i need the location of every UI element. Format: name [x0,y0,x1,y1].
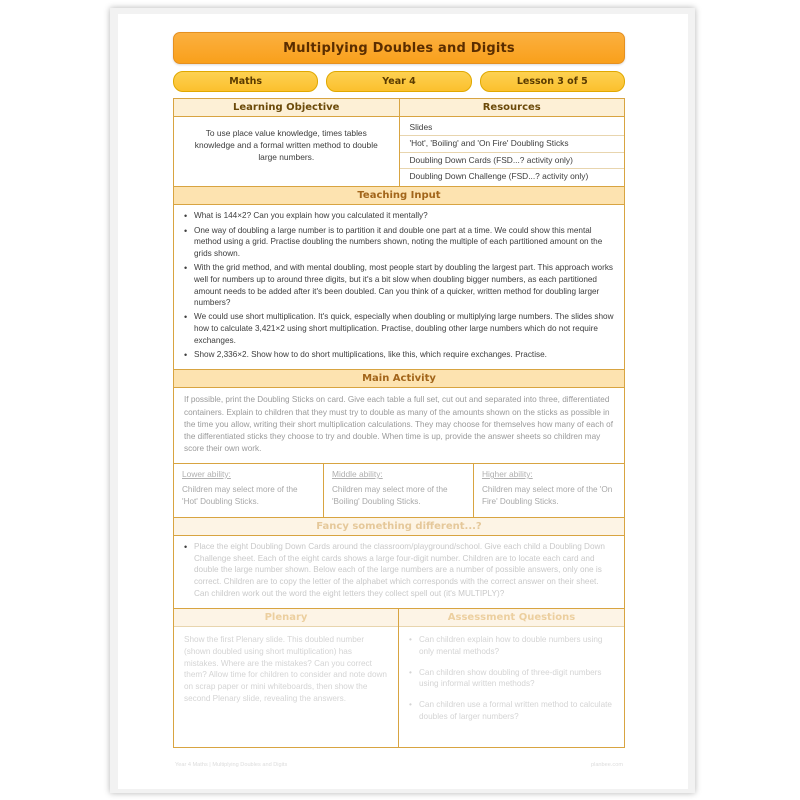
main-activity-text: If possible, print the Doubling Sticks on card. Give each table a full set, cut out and separated into three, differentiated containers. Explain to children that they must try to double as many of the amounts shown on the sticks as possible in the time you allow, writing their short multiplication calculations. They may choose for themselves how many of each of the differentiated sticks they choose to try and double. When time is up, provide the answer sheets so children may score their own work. [184,395,613,453]
learning-objective-column [174,99,400,186]
resources-list [400,117,625,186]
list-item: 'Hot', 'Boiling' and 'On Fire' Doubling Sticks [400,136,625,152]
resources-column [400,99,625,186]
list-item-text: With the grid method, and with mental doubling, most people start by doubling the largest part. This approach works well for numbers up to around three digits, but it's a bit slow when doubling bigger numbers, as each partitioned amount needs to be added after it's been doubled. Can you think of a quicker, written method for doubling larger numbers? [194,263,614,308]
page-title: Multiplying Doubles and Digits [283,40,515,56]
list-item-text: Show 2,336×2. Show how to do short multiplications, like this, which require exchanges. Practise. [194,349,547,359]
subject-pill: Maths [173,71,318,92]
list-item [184,349,614,361]
teaching-input-list [174,205,624,369]
ability-column-lower [174,464,324,517]
plenary-header: Plenary [174,609,398,627]
list-item [184,262,614,309]
bullet-icon: • [184,263,188,274]
assessment-questions-header: Assessment Questions [399,609,624,627]
lesson-plan-table [173,98,625,748]
assessment-questions-body [399,627,624,747]
list-item: Doubling Down Cards (FSD...? activity only) [400,153,625,169]
footer-right-text: planbee.com [590,761,623,768]
ability-differentiation-row [174,463,624,517]
list-item-text: Can children explain how to double numbers using only mental methods? [419,634,603,656]
bullet-icon: • [409,700,412,710]
bullet-icon: • [184,542,188,553]
document-footer [175,762,623,768]
ability-label: Middle ability: [331,469,383,480]
list-item [184,311,614,346]
ability-text: Children may select more of the 'On Fire' Doubling Sticks. [481,485,613,506]
list-item-text: Place the eight Doubling Down Cards around the classroom/playground/school. Give each child a Doubling Down Challenge sheet. Each of the eight cards shows a large four-digit number. Children are to locate each card and double the large number shown. Below each of the large numbers are a number of possible answers, only one is correct. Children are to copy the letter of the alphabet which corresponds with the correct answer on their sheet. Can children work out the word the eight letters they collect spell out (it's MULTIPLY)? [194,542,605,598]
list-item-text: What is 144×2? Can you explain how you calculated it mentally? [194,211,428,221]
lesson-pill: Lesson 3 of 5 [480,71,625,92]
ability-label: Higher ability: [481,469,533,480]
teaching-input-header: Teaching Input [174,186,624,205]
list-item [409,667,614,691]
list-item-text: Can children show doubling of three-digit numbers using informal written methods? [419,667,602,689]
ability-label: Lower ability: [182,469,231,480]
footer-left-text: Year 4 Maths | Multiplying Doubles and Digits [175,761,288,768]
list-item [409,699,614,723]
plenary-assessment-row [174,608,624,747]
bullet-icon: • [409,634,412,644]
ability-text: Children may select more of the 'Hot' Doubling Sticks. [182,485,298,506]
bullet-icon: • [409,667,412,677]
list-item [184,210,614,222]
assessment-questions-column [399,609,624,747]
fancy-something-different-list [174,536,624,608]
year-pill: Year 4 [326,71,471,92]
resources-header: Resources [400,99,625,117]
objective-resources-row [174,99,624,186]
plenary-column [174,609,399,747]
document-title-banner [173,32,625,64]
bullet-icon: • [184,312,188,323]
fancy-something-different-header: Fancy something different...? [174,517,624,536]
list-item [184,541,614,599]
plenary-text: Show the first Plenary slide. This doubled number (shown doubled using short multiplication) has mistakes. Where are the mistakes? Can you correct them? Allow time for children to consider and note down on scrap paper or mini whiteboards, then show the second Plenary slide, revealing the answers. [184,634,387,704]
list-item [184,225,614,260]
ability-column-middle [324,464,474,517]
meta-pill-row [173,71,625,92]
list-item-text: Can children use a formal written method to calculate doubles of larger numbers? [419,700,612,722]
bullet-icon: • [184,211,188,222]
list-item-text: One way of doubling a large number is to partition it and double one part at a time. We could show this mental method using a grid. Practise doubling the numbers shown, noting the multiple of each partitioned amount on the grids shown. [194,225,603,259]
bullet-icon: • [184,225,188,236]
bullet-icon: • [184,349,188,360]
lesson-plan-document [168,24,630,768]
learning-objective-header: Learning Objective [174,99,399,117]
list-item [409,634,614,658]
list-item-text: We could use short multiplication. It's quick, especially when doubling or multiplying large numbers. The slides show how to calculate 3,421×2 using short multiplication. Practise, doubling other large numbers which do not require exchanges. [194,312,614,345]
learning-objective-text: To use place value knowledge, times tables knowledge and a formal written method to double large numbers. [194,128,378,163]
ability-column-higher [474,464,624,517]
list-item: Doubling Down Challenge (FSD...? activity only) [409,171,589,182]
list-item: Slides [400,120,625,136]
ability-text: Children may select more of the 'Boiling' Doubling Sticks. [331,485,448,506]
main-activity-header: Main Activity [174,369,624,388]
plenary-body [174,627,398,747]
